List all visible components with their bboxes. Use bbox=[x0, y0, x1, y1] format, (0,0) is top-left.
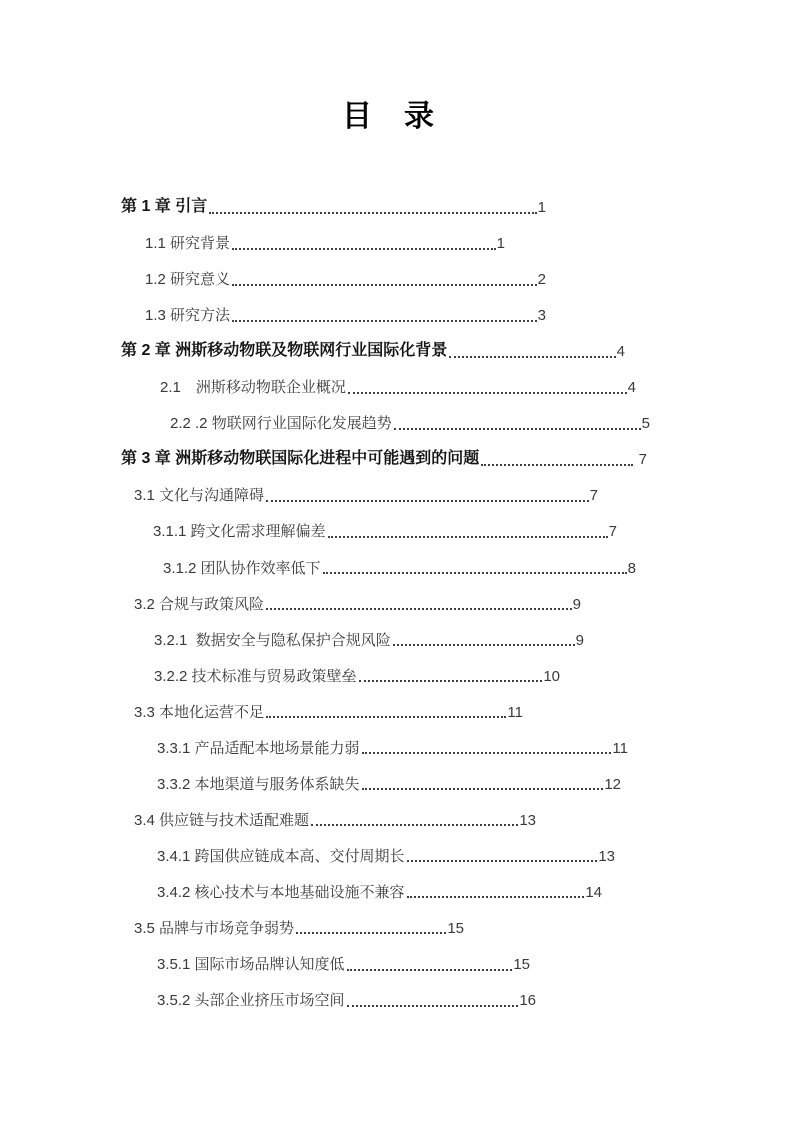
toc-page-number: 12 bbox=[604, 775, 621, 793]
toc-entry[interactable] bbox=[121, 333, 625, 369]
toc-dot-leader bbox=[347, 969, 513, 971]
toc-entry[interactable] bbox=[154, 658, 560, 694]
toc-page-number: 3 bbox=[537, 307, 546, 325]
toc-entry-label: 3.4.2 核心技术与本地基础设施不兼容 bbox=[157, 883, 405, 901]
toc-page-number: 10 bbox=[543, 667, 560, 685]
toc-entry-label: 1.2 研究意义 bbox=[145, 271, 231, 289]
toc-entry[interactable] bbox=[145, 297, 546, 333]
toc-page-number: 7 bbox=[608, 523, 617, 541]
toc-entry[interactable] bbox=[157, 838, 615, 874]
toc-entry-label: 1.1 研究背景 bbox=[145, 235, 231, 253]
toc-dot-leader bbox=[362, 752, 612, 754]
toc-page-number: 4 bbox=[627, 379, 636, 397]
toc-page-number: 15 bbox=[513, 956, 530, 974]
toc-page-number: 9 bbox=[575, 631, 584, 649]
toc-dot-leader bbox=[266, 608, 572, 610]
toc-entry-label: 3.3.1 产品适配本地场景能力弱 bbox=[157, 739, 360, 757]
toc-entry[interactable] bbox=[134, 586, 581, 622]
toc-dot-leader bbox=[347, 1005, 519, 1007]
toc-dot-leader bbox=[311, 824, 518, 826]
toc-entry[interactable] bbox=[160, 369, 636, 405]
toc-page-number: 13 bbox=[519, 811, 536, 829]
toc-entry-label: 3.1.1 跨文化需求理解偏差 bbox=[153, 523, 326, 541]
toc-entry[interactable] bbox=[154, 622, 584, 658]
toc-entry-label: 第 3 章 洲斯移动物联国际化进程中可能遇到的问题 bbox=[121, 450, 480, 468]
toc-page-number: 14 bbox=[585, 883, 602, 901]
toc-page-number: 11 bbox=[612, 739, 628, 757]
toc-entry[interactable] bbox=[134, 694, 523, 730]
toc-page-number: 1 bbox=[537, 199, 546, 217]
toc-entry-label: 3.5.1 国际市场品牌认知度低 bbox=[157, 956, 345, 974]
toc-entry-label: 第 2 章 洲斯移动物联及物联网行业国际化背景 bbox=[121, 342, 448, 360]
toc-dot-leader bbox=[266, 500, 589, 502]
toc-dot-leader bbox=[209, 212, 536, 214]
toc-page-number: 9 bbox=[572, 595, 581, 613]
toc-dot-leader bbox=[407, 896, 585, 898]
toc-dot-leader bbox=[348, 392, 627, 394]
toc-page-number: 16 bbox=[519, 992, 536, 1010]
toc-dot-leader bbox=[481, 464, 633, 466]
toc-entry[interactable] bbox=[157, 730, 628, 766]
toc-entry[interactable] bbox=[157, 946, 530, 982]
toc-entry-label: 3.1.2 团队协作效率低下 bbox=[163, 559, 321, 577]
toc-page-number: 7 bbox=[589, 487, 598, 505]
toc-dot-leader bbox=[394, 428, 641, 430]
toc-entry-label: 3.5.2 头部企业挤压市场空间 bbox=[157, 992, 345, 1010]
toc-dot-leader bbox=[266, 716, 506, 718]
toc-entry[interactable] bbox=[134, 477, 598, 513]
toc-entry[interactable] bbox=[145, 225, 505, 261]
toc-dot-leader bbox=[296, 932, 446, 934]
toc-dot-leader bbox=[407, 860, 598, 862]
toc-entry[interactable] bbox=[145, 261, 546, 297]
toc-page-number: 8 bbox=[627, 559, 636, 577]
toc-entry-label: 3.3 本地化运营不足 bbox=[134, 703, 265, 721]
toc-entry-label: 3.3.2 本地渠道与服务体系缺失 bbox=[157, 775, 360, 793]
page-title: 目 录 bbox=[342, 100, 435, 133]
toc-page-number: 15 bbox=[447, 919, 464, 937]
toc-dot-leader bbox=[449, 356, 615, 358]
toc-entry[interactable] bbox=[153, 513, 617, 549]
toc-list bbox=[0, 189, 793, 1018]
toc-dot-leader bbox=[362, 788, 604, 790]
toc-entry[interactable] bbox=[157, 766, 621, 802]
toc-entry[interactable] bbox=[157, 982, 536, 1018]
toc-page-number: 4 bbox=[616, 343, 625, 361]
toc-entry-label: 2.2 .2 物联网行业国际化发展趋势 bbox=[170, 415, 392, 433]
toc-entry-label: 3.2.1 数据安全与隐私保护合规风险 bbox=[154, 631, 391, 649]
toc-entry[interactable] bbox=[157, 874, 602, 910]
toc-page-number: 2 bbox=[537, 271, 546, 289]
toc-dot-leader bbox=[328, 536, 608, 538]
toc-entry-label: 3.4 供应链与技术适配难题 bbox=[134, 811, 310, 829]
toc-entry-label: 3.5 品牌与市场竞争弱势 bbox=[134, 919, 295, 937]
toc-page-number: 5 bbox=[641, 415, 650, 433]
toc-entry[interactable] bbox=[170, 405, 650, 441]
toc-entry[interactable] bbox=[134, 910, 464, 946]
toc-entry-label: 3.2 合规与政策风险 bbox=[134, 595, 265, 613]
toc-entry[interactable] bbox=[134, 802, 536, 838]
toc-entry-label: 3.1 文化与沟通障碍 bbox=[134, 487, 265, 505]
toc-entry-label: 3.4.1 跨国供应链成本高、交付周期长 bbox=[157, 847, 405, 865]
toc-entry[interactable] bbox=[163, 549, 636, 585]
toc-page-number: 11 bbox=[507, 703, 523, 721]
toc-entry-label: 第 1 章 引言 bbox=[121, 198, 208, 216]
toc-page-number: 13 bbox=[598, 847, 615, 865]
toc-entry[interactable] bbox=[121, 441, 647, 477]
toc-entry-label: 1.3 研究方法 bbox=[145, 307, 231, 325]
toc-dot-leader bbox=[232, 248, 496, 250]
toc-dot-leader bbox=[232, 284, 537, 286]
toc-page-number: 1 bbox=[496, 235, 505, 253]
toc-dot-leader bbox=[393, 644, 575, 646]
toc-entry[interactable] bbox=[121, 189, 546, 225]
toc-entry-label: 3.2.2 技术标准与贸易政策壁垒 bbox=[154, 667, 357, 685]
toc-page-number: 7 bbox=[634, 451, 647, 469]
toc-dot-leader bbox=[232, 320, 537, 322]
toc-dot-leader bbox=[359, 680, 543, 682]
toc-dot-leader bbox=[323, 572, 627, 574]
toc-entry-label: 2.1 洲斯移动物联企业概况 bbox=[160, 379, 346, 397]
